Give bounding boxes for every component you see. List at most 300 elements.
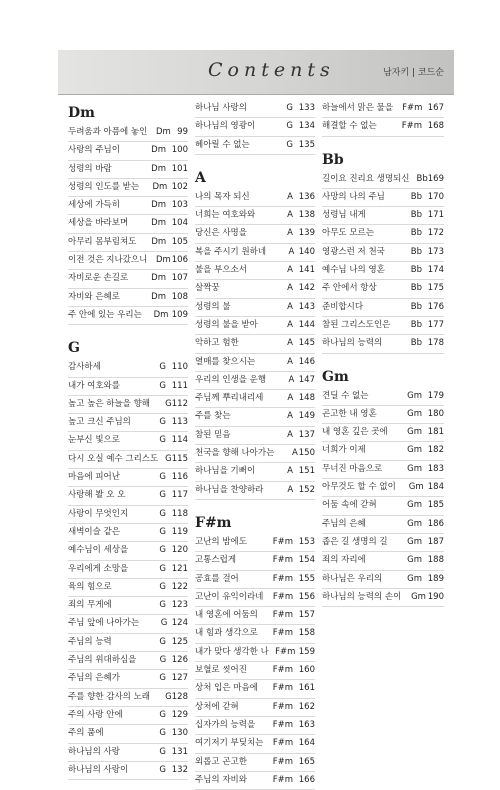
entry-title: 하나님을 기뻐이 xyxy=(195,466,256,477)
toc-entry[interactable] xyxy=(322,552,444,570)
entry-page: 166 xyxy=(298,774,315,785)
entry-page: 104 xyxy=(171,218,188,229)
entry-title: 눈부신 빛으로 xyxy=(68,435,120,446)
entry-title: 죄의 자리에 xyxy=(322,555,366,566)
toc-entry[interactable] xyxy=(195,207,315,225)
entry-key: G xyxy=(286,103,293,113)
toc-entry[interactable] xyxy=(68,561,188,579)
entry-title: 성령의 불 xyxy=(195,301,231,312)
toc-entry[interactable] xyxy=(195,662,315,680)
entry-page: 170 xyxy=(427,191,444,202)
toc-entry[interactable] xyxy=(195,735,315,753)
entry-page: 160 xyxy=(298,665,315,676)
entry-title: 주 안에 있는 우리는 xyxy=(68,309,142,320)
entry-key: G xyxy=(160,618,168,629)
entry-title: 사랑이 무엇인지 xyxy=(68,508,129,519)
entry-key: Gm xyxy=(407,555,422,566)
toc-entry[interactable] xyxy=(195,317,315,335)
entry-title: 불을 부으소서 xyxy=(195,265,247,276)
entry-key: Dm xyxy=(151,200,166,211)
toc-entry[interactable] xyxy=(68,179,188,197)
toc-entry[interactable] xyxy=(195,262,315,280)
toc-entry[interactable] xyxy=(322,207,444,225)
toc-entry[interactable] xyxy=(195,699,315,717)
entry-page: 189 xyxy=(427,573,444,584)
toc-entry[interactable] xyxy=(68,432,188,450)
entry-title: 마음에 피어난 xyxy=(68,472,120,483)
toc-entry[interactable] xyxy=(68,542,188,560)
toc-entry[interactable] xyxy=(68,597,188,615)
entry-page: 149 xyxy=(298,411,315,422)
entry-page: 157 xyxy=(298,610,315,621)
entry-title: 주님의 위대하심을 xyxy=(68,655,137,666)
toc-entry[interactable] xyxy=(195,189,315,207)
toc-entry[interactable] xyxy=(195,571,315,589)
entry-page: 134 xyxy=(298,121,315,132)
entry-key: G xyxy=(159,581,166,592)
toc-entry[interactable] xyxy=(322,299,444,317)
entry-page: 103 xyxy=(171,200,188,211)
toc-entry[interactable] xyxy=(322,388,444,406)
toc-entry[interactable] xyxy=(68,615,188,633)
entry-key: F#m xyxy=(402,103,423,113)
toc-entry[interactable] xyxy=(322,479,444,497)
entry-key: G xyxy=(159,673,166,684)
entry-page: 179 xyxy=(427,390,444,401)
toc-entry[interactable] xyxy=(322,461,444,479)
entry-key: A xyxy=(287,301,293,312)
toc-entry[interactable] xyxy=(322,118,444,136)
entry-key: F#m xyxy=(272,774,293,785)
entry-key: A xyxy=(287,393,294,404)
toc-entry[interactable] xyxy=(68,396,188,414)
toc-entry[interactable] xyxy=(68,307,188,325)
toc-entry[interactable] xyxy=(195,445,315,463)
toc-entry[interactable] xyxy=(195,534,315,552)
entry-key: G xyxy=(286,139,293,150)
toc-entry[interactable] xyxy=(68,506,188,524)
entry-key: F#m xyxy=(272,719,293,730)
entry-key: A xyxy=(287,228,293,239)
entry-title: 예수님이 세상을 xyxy=(68,545,129,556)
entry-key: G xyxy=(159,508,166,519)
entry-page: 122 xyxy=(171,581,188,592)
entry-title: 무너진 마음으로 xyxy=(322,463,383,474)
toc-entry[interactable] xyxy=(68,142,188,160)
entry-key: G xyxy=(159,380,166,391)
entry-page: 119 xyxy=(171,526,188,537)
entry-page: 187 xyxy=(427,536,444,547)
entry-key: Dm xyxy=(151,145,166,156)
entry-page: 131 xyxy=(171,746,188,757)
entry-page: 147 xyxy=(298,374,315,385)
entry-page: 108 xyxy=(171,291,188,302)
entry-key: Dm xyxy=(151,291,166,302)
entry-key: G xyxy=(165,398,172,409)
entry-page: 118 xyxy=(171,508,188,519)
entry-key: Gm xyxy=(407,427,422,438)
toc-entry[interactable] xyxy=(195,463,315,481)
entry-key: A xyxy=(287,484,294,495)
toc-entry[interactable] xyxy=(68,469,188,487)
entry-key: Gm xyxy=(407,500,422,511)
entry-title: 성령의 바람 xyxy=(68,163,112,174)
toc-entry[interactable] xyxy=(195,100,315,118)
entry-page: 130 xyxy=(171,728,188,739)
entry-page: 161 xyxy=(298,683,315,694)
entry-title: 내 영혼에 어둠의 xyxy=(195,610,258,621)
toc-entry[interactable] xyxy=(322,589,444,607)
entry-title: 주의 사랑 안에 xyxy=(68,709,123,720)
toc-entry[interactable] xyxy=(195,137,315,155)
entry-key: G xyxy=(159,709,166,720)
entry-page: 100 xyxy=(171,145,188,156)
entry-key: Bb xyxy=(410,283,422,294)
entry-page: 152 xyxy=(298,484,315,495)
toc-entry[interactable] xyxy=(68,359,188,377)
entry-key: G xyxy=(165,691,172,702)
entry-key: Gm xyxy=(407,536,422,547)
entry-title: 천국을 향해 나아가는 xyxy=(195,448,275,459)
toc-entry[interactable] xyxy=(68,234,188,252)
entry-key: G xyxy=(159,526,166,537)
entry-title: 좁은 길 생명의 길 xyxy=(322,536,388,547)
entry-title: 예수님 나의 영혼 xyxy=(322,265,385,276)
entry-page: 185 xyxy=(427,500,444,511)
entry-title: 공효를 걸어 xyxy=(195,573,239,584)
toc-entry[interactable] xyxy=(68,579,188,597)
toc-entry[interactable] xyxy=(195,372,315,390)
entry-page: 112 xyxy=(171,398,188,409)
toc-column-1 xyxy=(68,100,188,780)
entry-key: G xyxy=(159,655,167,666)
entry-title: 감사하세 xyxy=(68,362,101,373)
toc-entry[interactable] xyxy=(68,378,188,396)
entry-title: 상처에 갇혀 xyxy=(195,701,239,712)
entry-page: 117 xyxy=(171,490,188,501)
entry-page: 167 xyxy=(427,103,444,113)
toc-entry[interactable] xyxy=(68,762,188,780)
toc-entry[interactable] xyxy=(195,390,315,408)
toc-entry[interactable] xyxy=(68,744,188,762)
entry-page: 176 xyxy=(427,301,444,312)
toc-entry[interactable] xyxy=(68,124,188,142)
toc-entry[interactable] xyxy=(322,171,444,189)
entry-page: 99 xyxy=(177,127,188,137)
toc-entry[interactable] xyxy=(195,680,315,698)
toc-entry[interactable] xyxy=(68,707,188,725)
entry-key: A xyxy=(287,283,293,294)
entry-page: 172 xyxy=(427,228,444,239)
toc-entry[interactable] xyxy=(195,607,315,625)
toc-entry[interactable] xyxy=(322,317,444,335)
entry-title: 성령의 인도를 받는 xyxy=(68,181,140,192)
entry-title: 고난이 유익이라네 xyxy=(195,591,264,602)
toc-entry[interactable] xyxy=(195,482,315,500)
entry-title: 이전 것은 지나갔으니 xyxy=(68,255,148,266)
entry-key: Dm xyxy=(155,127,171,137)
entry-page: 171 xyxy=(427,210,444,221)
entry-title: 주를 찾는 xyxy=(195,411,231,422)
toc-entry[interactable] xyxy=(322,262,444,280)
toc-entry[interactable] xyxy=(322,424,444,442)
toc-entry[interactable] xyxy=(68,270,188,288)
entry-page: 137 xyxy=(298,429,315,440)
entry-key: F#m xyxy=(272,756,293,767)
entry-page: 107 xyxy=(171,273,188,284)
entry-key: Dm xyxy=(151,273,166,284)
entry-key: G xyxy=(159,563,166,574)
entry-title: 내 힘과 생각으로 xyxy=(195,628,258,639)
entry-title: 세상에 가득히 xyxy=(68,200,120,211)
toc-entry[interactable] xyxy=(195,244,315,262)
entry-title: 하나님의 능력의 손이 xyxy=(322,591,402,602)
entry-title: 주님께 뿌리내리세 xyxy=(195,393,264,404)
entry-page: 113 xyxy=(171,417,188,428)
toc-entry[interactable] xyxy=(68,634,188,652)
entry-title: 새벽이슬 같은 xyxy=(68,526,120,537)
entry-page: 180 xyxy=(427,408,444,419)
entry-title: 곤고한 내 영혼 xyxy=(322,408,377,419)
toc-entry[interactable] xyxy=(68,487,188,505)
entry-title: 우리의 인생을 운행 xyxy=(195,374,267,385)
entry-page: 106 xyxy=(171,255,188,266)
toc-entry[interactable] xyxy=(68,161,188,179)
entry-key: F#m xyxy=(272,701,293,712)
entry-title: 죄의 무게에 xyxy=(68,600,112,611)
entry-key: Bb xyxy=(410,338,422,349)
entry-key: G xyxy=(159,417,166,428)
entry-title: 자비와 은혜로 xyxy=(68,291,120,302)
entry-key: A xyxy=(287,466,293,477)
entry-page: 143 xyxy=(298,301,315,312)
entry-key: A xyxy=(287,338,293,349)
entry-title: 다시 오실 예수 그리스도 xyxy=(68,453,159,464)
entry-page: 129 xyxy=(171,709,188,720)
entry-page: 144 xyxy=(298,319,315,330)
entry-key: F#m xyxy=(401,121,422,132)
entry-key: G xyxy=(286,121,293,132)
toc-entry[interactable] xyxy=(68,252,188,270)
toc-entry[interactable] xyxy=(322,189,444,207)
entry-page: 164 xyxy=(298,738,315,749)
entry-key: Dm xyxy=(151,236,167,247)
toc-entry[interactable] xyxy=(195,772,315,790)
toc-column-3 xyxy=(322,100,444,607)
entry-key: A xyxy=(287,356,293,367)
entry-title: 고통스럽게 xyxy=(195,555,237,566)
toc-entry[interactable] xyxy=(68,524,188,542)
entry-title: 내가 여호와를 xyxy=(68,380,120,391)
section-gap xyxy=(195,155,315,165)
entry-key: G xyxy=(159,636,166,647)
entry-key: G xyxy=(159,490,166,501)
entry-key: Dm xyxy=(155,255,171,266)
entry-page: 128 xyxy=(171,691,188,702)
toc-entry[interactable] xyxy=(195,625,315,643)
contents-header xyxy=(58,50,454,95)
toc-entry[interactable] xyxy=(195,280,315,298)
entry-page: 141 xyxy=(298,265,315,276)
entry-key: Bb xyxy=(410,319,422,330)
toc-entry[interactable] xyxy=(195,427,315,445)
entry-title: 하늘에서 맑은 물을 xyxy=(322,103,394,113)
toc-entry[interactable] xyxy=(322,406,444,424)
toc-entry[interactable] xyxy=(68,725,188,743)
entry-title: 너희는 여호와와 xyxy=(195,210,256,221)
entry-title: 우리에게 소망을 xyxy=(68,563,129,574)
toc-entry[interactable] xyxy=(322,225,444,243)
entry-title: 견딜 수 없는 xyxy=(322,390,369,401)
entry-page: 146 xyxy=(298,356,315,367)
entry-title: 너희가 이제 xyxy=(322,445,366,456)
toc-entry[interactable] xyxy=(68,215,188,233)
entry-key: F#m xyxy=(272,536,293,547)
entry-key: G xyxy=(159,472,166,483)
entry-key: A xyxy=(288,246,295,257)
entry-title: 주님의 은혜 xyxy=(322,518,366,529)
toc-entry[interactable] xyxy=(68,670,188,688)
entry-page: 132 xyxy=(171,764,188,775)
toc-entry[interactable] xyxy=(322,516,444,534)
entry-page: 121 xyxy=(171,563,188,574)
entry-title: 내가 맞다 생각한 나 xyxy=(195,646,269,657)
page-title: Contents xyxy=(208,59,335,81)
entry-title: 어둠 속에 갇혀 xyxy=(322,500,377,511)
entry-key: Dm xyxy=(151,163,166,174)
toc-entry[interactable] xyxy=(322,280,444,298)
toc-entry[interactable] xyxy=(322,497,444,515)
toc-entry[interactable] xyxy=(68,451,188,469)
toc-entry[interactable] xyxy=(195,754,315,772)
toc-entry[interactable] xyxy=(322,244,444,262)
entry-title: 사랑해 봘 오 오 xyxy=(68,490,126,501)
section-heading: A xyxy=(195,169,206,186)
section-heading: Bb xyxy=(322,151,344,168)
entry-title: 높고 높은 하늘을 향해 xyxy=(68,398,151,409)
entry-title: 주를 향한 감사의 노래 xyxy=(68,691,151,702)
toc-entry[interactable] xyxy=(68,289,188,307)
entry-key: F#m xyxy=(272,683,293,694)
entry-page: 101 xyxy=(171,163,188,174)
entry-page: 169 xyxy=(427,173,444,184)
entry-title: 고난의 밤에도 xyxy=(195,536,247,547)
entry-key: Gm xyxy=(407,463,422,474)
entry-page: 186 xyxy=(427,518,444,529)
entry-title: 내 영혼 깊은 곳에 xyxy=(322,427,388,438)
entry-page: 138 xyxy=(298,210,315,221)
section-gap xyxy=(322,137,444,147)
entry-title: 주님의 자비와 xyxy=(195,774,247,785)
toc-entry[interactable] xyxy=(68,689,188,707)
entry-key: G xyxy=(159,728,166,739)
entry-page: 123 xyxy=(171,600,188,611)
entry-title: 하나님의 사랑 xyxy=(68,746,120,757)
toc-entry[interactable] xyxy=(322,100,444,118)
entry-key: Gm xyxy=(407,390,422,401)
entry-page: 151 xyxy=(298,466,315,477)
entry-title: 해결할 수 없는 xyxy=(322,121,377,132)
entry-page: 184 xyxy=(427,482,444,493)
entry-key: Gm xyxy=(407,408,422,419)
toc-entry[interactable] xyxy=(195,225,315,243)
header-subtitle: 남자키 | 코드순 xyxy=(383,68,444,78)
toc-entry[interactable] xyxy=(195,299,315,317)
entry-page: 110 xyxy=(171,362,188,373)
entry-title: 악하고 험한 xyxy=(195,338,239,349)
entry-page: 155 xyxy=(298,573,315,584)
section-heading: F#m xyxy=(195,514,232,531)
toc-entry[interactable] xyxy=(322,442,444,460)
entry-key: Bb xyxy=(410,246,422,257)
toc-entry[interactable] xyxy=(68,652,188,670)
entry-page: 153 xyxy=(298,536,315,547)
entry-title: 자비로운 손길로 xyxy=(68,273,129,284)
entry-page: 148 xyxy=(298,393,315,404)
toc-entry[interactable] xyxy=(68,414,188,432)
entry-title: 아무도 모르는 xyxy=(322,228,374,239)
entry-key: F#m xyxy=(272,665,293,676)
entry-key: F#m xyxy=(272,555,293,566)
entry-page: 124 xyxy=(171,618,188,629)
entry-page: 102 xyxy=(171,181,188,192)
entry-title: 준비합시다 xyxy=(322,301,364,312)
toc-entry[interactable] xyxy=(195,717,315,735)
entry-key: Bb xyxy=(410,228,422,239)
toc-column-2 xyxy=(195,100,315,790)
toc-entry[interactable] xyxy=(195,354,315,372)
toc-entry[interactable] xyxy=(195,408,315,426)
entry-key: Bb xyxy=(410,191,422,202)
toc-entry[interactable] xyxy=(195,552,315,570)
entry-title: 참된 믿음 xyxy=(195,429,231,440)
entry-key: A xyxy=(287,210,293,221)
toc-entry[interactable] xyxy=(322,571,444,589)
entry-key: G xyxy=(159,545,166,556)
entry-page: 190 xyxy=(427,591,444,602)
toc-entry[interactable] xyxy=(195,335,315,353)
entry-title: 참된 그리스도인은 xyxy=(322,319,391,330)
entry-key: Bb xyxy=(410,301,422,312)
entry-title: 상처 입은 마음에 xyxy=(195,683,258,694)
toc-entry[interactable] xyxy=(322,534,444,552)
entry-page: 188 xyxy=(427,555,444,566)
toc-entry[interactable] xyxy=(195,644,315,662)
entry-title: 복을 주시기 원하네 xyxy=(195,246,267,257)
entry-page: 115 xyxy=(171,453,188,464)
entry-title: 외롭고 곤고한 xyxy=(195,756,247,767)
entry-title: 여기저기 부딪치는 xyxy=(195,738,264,749)
entry-key: G xyxy=(165,453,172,464)
entry-title: 주님 앞에 나아가는 xyxy=(68,618,140,629)
section-heading: G xyxy=(68,340,80,357)
entry-title: 하나님의 사랑이 xyxy=(68,764,129,775)
entry-page: 133 xyxy=(298,103,315,113)
entry-page: 142 xyxy=(298,283,315,294)
entry-title: 십자가의 능력을 xyxy=(195,719,256,730)
entry-title: 헤아릴 수 없는 xyxy=(195,139,250,150)
toc-entry[interactable] xyxy=(68,197,188,215)
entry-page: 183 xyxy=(427,463,444,474)
toc-entry[interactable] xyxy=(195,118,315,136)
toc-entry[interactable] xyxy=(322,335,444,353)
entry-key: A xyxy=(287,411,293,422)
entry-page: 120 xyxy=(171,545,188,556)
section-gap xyxy=(68,325,188,335)
toc-entry[interactable] xyxy=(195,589,315,607)
entry-key: Gm xyxy=(411,591,426,602)
entry-page: 173 xyxy=(427,246,444,257)
